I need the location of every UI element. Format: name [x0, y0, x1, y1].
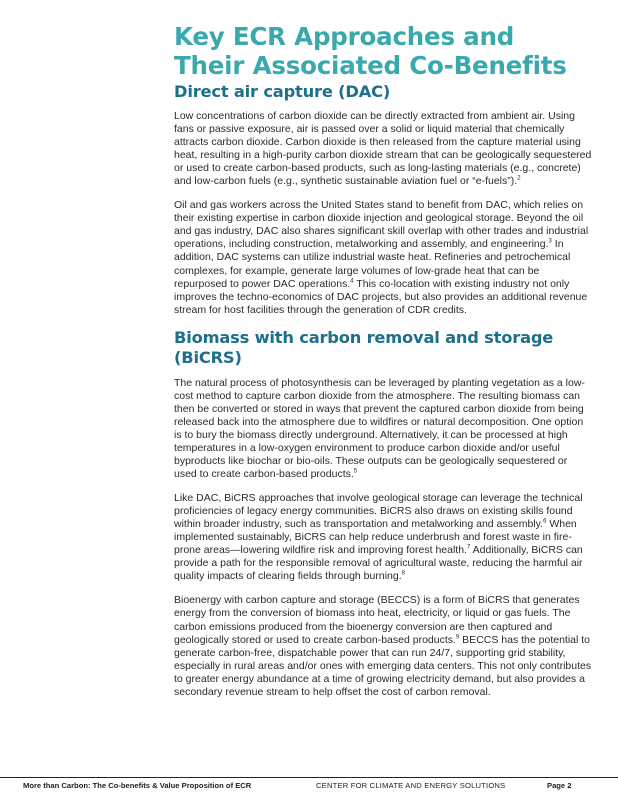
footnote-marker: 6 — [543, 518, 547, 525]
footnote-marker: 4 — [350, 278, 354, 285]
paragraph-text: When implemented sustainably, BiCRS can help reduce underbrush and forest waste in fire-prone areas—lowering wildfire risk and improving forest health. — [174, 518, 577, 557]
footnote-marker: 2 — [517, 175, 521, 182]
paragraph-text: Low concentrations of carbon dioxide can be directly extracted from ambient air. Using fans or passive exposure, air is passed over a solid or liquid material that chemically attracts carbon dioxide. Carbon dioxide is then released from the capture material using heat, resulting in a high-purity carbon dioxide stream that can be geologically sequestered or used to create carbon-based products, such as long-lasting materials (e.g., concrete) and low-carbon fuels (e.g., synthetic sustainable aviation fuel or “e-fuels”). — [174, 110, 592, 188]
footer-organization: CENTER FOR CLIMATE AND ENERGY SOLUTIONS — [316, 781, 506, 790]
footer-divider — [0, 777, 618, 778]
footer-page-number: Page 2 — [547, 781, 572, 790]
bicrs-paragraph-3 — [174, 594, 592, 698]
footnote-marker: 5 — [353, 468, 358, 475]
section-heading-dac: Direct air capture (DAC) — [174, 82, 391, 101]
dac-paragraph-2 — [174, 199, 592, 316]
paragraph-text: This co-location with existing industry not only improves the techno-economics of DAC projects, but also provides an additional revenue stream for host facilities through the generation of CDR credits. — [174, 277, 588, 316]
paragraph-text: Additionally, BiCRS can provide a path for the responsible removal of agricultural waste, reducing the harmful air quality impacts of clearing fields through burning. — [174, 544, 583, 583]
page-title: Key ECR Approaches and Their Associated Co-Benefits — [174, 22, 567, 80]
paragraph-text: In addition, DAC systems can utilize industrial waste heat. Refineries and petrochemical complexes, for example, generate large volumes of low-grade heat that can be repurposed to power DAC operations. — [174, 238, 571, 290]
dac-paragraph-1 — [174, 110, 592, 188]
page-footer — [0, 781, 618, 795]
bicrs-paragraph-2 — [174, 492, 592, 583]
paragraph-text: BECCS has the potential to generate carbon-free, dispatchable power that can run 24/7, supporting grid stability, especially in rural areas and/or ones with emerging data centers. This not only contributes to greater energy abundance at a time of growing electricity demand, but also provides a secondary revenue stream to help offset the cost of carbon removal. — [174, 633, 592, 698]
paragraph-text: Like DAC, BiCRS approaches that involve geological storage can leverage the technical proficiencies of legacy energy communities. BiCRS also draws on existing skills found within broader industry, such as transportation and metalworking and assembly. — [174, 492, 583, 531]
main-content — [174, 22, 592, 710]
paragraph-text: Oil and gas workers across the United States stand to benefit from DAC, which relies on their existing expertise in carbon dioxide injection and geological storage. Beyond the oil and gas industry, DAC also shares significant skill overlap with other trades and industrial operations, including construction, metalworking and assembly, and engineering. — [174, 199, 589, 251]
paragraph-text: The natural process of photosynthesis can be leveraged by planting vegetation as a low-cost method to capture carbon dioxide from the atmosphere. The resulting biomass can then be converted or stored in ways that prevent the captured carbon dioxide from being released back into the atmosphere due to wildfires or natural decomposition. One option is to bury the biomass directly underground. Alternatively, it can be processed at high temperatures in a low-oxygen environment to produce carbon dioxide and/or useful byproducts like biochar or bio-oils. These outputs can be geologically sequestered or used to create carbon-based products. — [174, 376, 585, 481]
footnote-marker: 9 — [455, 634, 460, 641]
footnote-marker: 3 — [548, 238, 552, 245]
footer-report-title: More than Carbon: The Co-benefits & Value Proposition of ECR — [23, 781, 252, 790]
footnote-marker: 8 — [401, 570, 405, 577]
bicrs-paragraph-1 — [174, 377, 592, 481]
footnote-marker: 7 — [466, 544, 471, 551]
paragraph-text: Bioenergy with carbon capture and storage (BECCS) is a form of BiCRS that generates energy from the conversion of biomass into heat, electricity, or liquid or gas fuels. The carbon emissions produced from the bioenergy conversion are then captured and geologically stored or used to create carbon-based products. — [174, 594, 580, 646]
section-heading-bicrs: Biomass with carbon removal and storage (BiCRS) — [174, 327, 554, 367]
